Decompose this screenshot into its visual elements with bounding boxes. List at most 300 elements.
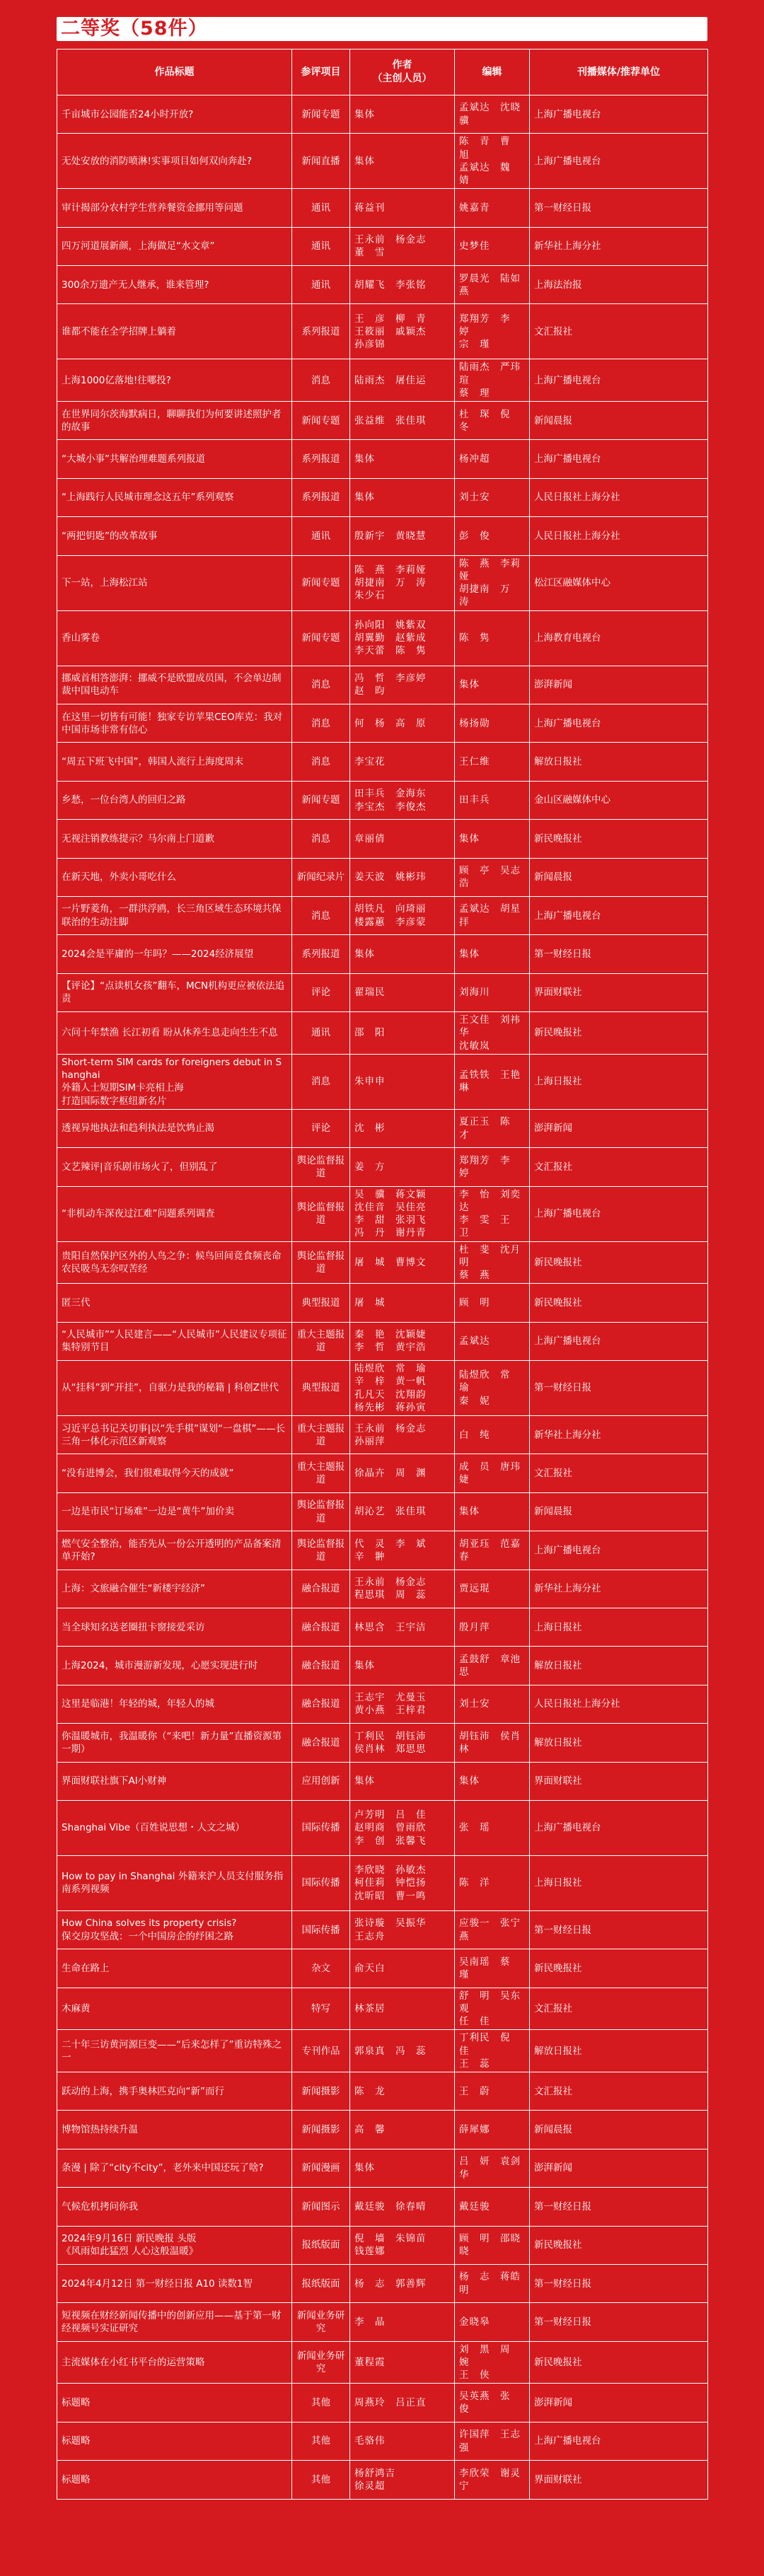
work-title-cell: Short-term SIM cards for foreigners debut in Shanghai 外籍人士短期SIM卡亮相上海 打造国际数字枢纽新名片	[57, 1054, 292, 1109]
editor-cell: 王文佳 刘祎华 沈敏岚	[455, 1012, 530, 1055]
media-cell: 新民晚报社	[530, 1949, 708, 1988]
author-cell: 王永前 杨金志 孙丽萍	[350, 1416, 455, 1454]
category-cell: 消息	[292, 897, 350, 935]
table-row	[57, 2111, 708, 2149]
media-cell: 第一财经日报	[530, 1910, 708, 1949]
author-cell: 沈 彬	[350, 1109, 455, 1147]
work-title-cell: 习近平总书记关切事|以“先手棋”谋划“一盘棋”——长三角一体化示范区新观察	[57, 1416, 292, 1454]
author-cell: 陈 龙	[350, 2072, 455, 2111]
work-title-cell: 无视注销教练提示？马尔南上门道歉	[57, 820, 292, 858]
media-cell: 界面财联社	[530, 973, 708, 1011]
table-row	[57, 1685, 708, 1723]
work-title-cell: 短视频在财经新闻传播中的创新应用——基于第一财经视频号实证研究	[57, 2303, 292, 2341]
media-cell: 新闻晨报	[530, 402, 708, 440]
table-row	[57, 781, 708, 819]
author-cell: 杨 志 郭善辉	[350, 2265, 455, 2303]
editor-cell: 集体	[455, 935, 530, 973]
editor-cell: 丁利民 倪 佳 王 蕊	[455, 2030, 530, 2072]
editor-cell: 杜 斐 沈月明 蔡 燕	[455, 1241, 530, 1284]
category-cell: 通讯	[292, 1012, 350, 1055]
author-cell: 胡沁艺 张佳琪	[350, 1492, 455, 1531]
table-row	[57, 1012, 708, 1055]
table-row	[57, 359, 708, 402]
media-cell: 新民晚报社	[530, 1241, 708, 1284]
work-title-cell: 挪威首相答澎湃：挪威不是欧盟成员国，不会单边制裁中国电动车	[57, 666, 292, 704]
work-title-cell: “非机动车深夜过江难”问题系列调查	[57, 1186, 292, 1241]
work-title-cell: How China solves its property crisis? 保交房攻坚战：一个中国房企的纾困之路	[57, 1910, 292, 1949]
media-cell: 第一财经日报	[530, 1361, 708, 1416]
category-cell: 新闻专题	[292, 95, 350, 134]
author-cell: 孙向阳 姚紫双 胡翼勤 赵紫成 李天蕾 陈 隽	[350, 610, 455, 666]
editor-cell: 刘海川	[455, 973, 530, 1011]
table-row	[57, 478, 708, 516]
work-title-cell: 生命在路上	[57, 1949, 292, 1988]
table-row	[57, 1148, 708, 1186]
table-row	[57, 858, 708, 896]
editor-cell: 集体	[455, 1762, 530, 1800]
work-title-cell: 界面财联社旗下AI小财神	[57, 1762, 292, 1800]
table-row	[57, 1322, 708, 1360]
author-cell: 董程霞	[350, 2341, 455, 2384]
work-title-cell: 300余万遗产无人继承，谁来管理?	[57, 266, 292, 304]
table-row	[57, 134, 708, 189]
author-cell: 王志宇 尤曼玉 黄小燕 王梓君	[350, 1685, 455, 1723]
media-cell: 第一财经日报	[530, 935, 708, 973]
work-title-cell: 2024年9月16日 新民晚报 头版 《风雨如此猛烈 人心这般温暖》	[57, 2226, 292, 2264]
author-cell: 林茶居	[350, 1988, 455, 2030]
category-cell: 杂文	[292, 1949, 350, 1988]
media-cell: 上海教育电视台	[530, 610, 708, 666]
media-cell: 上海广播电视台	[530, 1800, 708, 1855]
author-cell: 集体	[350, 440, 455, 478]
work-title-cell: “周五下班飞中国”，韩国人流行上海度周末	[57, 743, 292, 781]
table-row	[57, 1855, 708, 1910]
table-row	[57, 1361, 708, 1416]
media-cell: 第一财经日报	[530, 189, 708, 227]
table-row	[57, 2226, 708, 2264]
author-cell: 王永前 杨金志 董 雪	[350, 227, 455, 265]
author-cell: 毛骆伟	[350, 2422, 455, 2460]
author-cell: 胡耀飞 李张铭	[350, 266, 455, 304]
work-title-cell: 匿三代	[57, 1284, 292, 1322]
section-title: 二等奖（58件）	[61, 18, 208, 40]
category-cell: 消息	[292, 704, 350, 743]
author-cell: 倪 墙 朱锦苗 钱莲娜	[350, 2226, 455, 2264]
work-title-cell: “大城小事”共解治理难题系列报道	[57, 440, 292, 478]
editor-cell: 孟斌达 胡星拝	[455, 897, 530, 935]
table-row	[57, 1054, 708, 1109]
media-cell: 新闻晨报	[530, 1492, 708, 1531]
category-cell: 特写	[292, 1988, 350, 2030]
table-row	[57, 1416, 708, 1454]
table-row	[57, 1949, 708, 1988]
editor-cell: 郑翔芳 李 婷 宗 瑾	[455, 304, 530, 359]
author-cell: 陆雨杰 屠佳运	[350, 359, 455, 402]
work-title-cell: 标题略	[57, 2384, 292, 2422]
media-cell: 上海广播电视台	[530, 1322, 708, 1360]
author-cell: 殷新宇 黄晓慧	[350, 517, 455, 555]
editor-cell: 顾 明 邵晓晓	[455, 2226, 530, 2264]
work-title-cell: 上海1000亿落地!往哪投?	[57, 359, 292, 402]
work-title-cell: “没有进博会，我们很难取得今天的成就”	[57, 1454, 292, 1492]
table-row	[57, 2384, 708, 2422]
table-row	[57, 517, 708, 555]
author-cell: 卢芳明 吕 佳 赵明商 曾雨欣 李 创 张馨飞	[350, 1800, 455, 1855]
table-row	[57, 189, 708, 227]
editor-cell: 孟鼓舒 章池思	[455, 1647, 530, 1685]
work-title-cell: How to pay in Shanghai 外籍来沪人员支付服务指南系列视频	[57, 1855, 292, 1910]
author-cell: 林思含 王宇洁	[350, 1608, 455, 1647]
category-cell: 新闻专题	[292, 781, 350, 819]
media-cell: 上海广播电视台	[530, 1186, 708, 1241]
work-title-cell: 这里是临港！年轻的城，年轻人的城	[57, 1685, 292, 1723]
editor-cell: 王仁维	[455, 743, 530, 781]
editor-cell: 许国萍 王志强	[455, 2422, 530, 2460]
media-cell: 上海广播电视台	[530, 95, 708, 134]
table-row	[57, 1724, 708, 1762]
category-cell: 融合报道	[292, 1608, 350, 1647]
media-cell: 上海日报社	[530, 1054, 708, 1109]
author-cell: 冯 哲 李彦婷 赵 昀	[350, 666, 455, 704]
editor-cell: 集体	[455, 820, 530, 858]
work-title-cell: 六问十年禁渔 长江初看 盼从休养生息走向生生不息	[57, 1012, 292, 1055]
work-title-cell: 博物馆热持续升温	[57, 2111, 292, 2149]
editor-cell: 陈 洋	[455, 1855, 530, 1910]
author-cell: 胡铁凡 向琦丽 楼露蕙 李彦蒙	[350, 897, 455, 935]
editor-cell: 郑翔芳 李 婷	[455, 1148, 530, 1186]
header-author: 作者 （主创人员）	[350, 50, 455, 95]
work-title-cell: 上海：文旅融合催生“新楼宇经济”	[57, 1570, 292, 1608]
editor-cell: 杨扬勋	[455, 704, 530, 743]
media-cell: 新闻晨报	[530, 2111, 708, 2149]
author-cell: 周燕玲 吕正直	[350, 2384, 455, 2422]
work-title-cell: 二十年三访黄河源巨变——“后来怎样了”重访特殊之一	[57, 2030, 292, 2072]
author-cell: 王 彦 柳 青 王筱丽 戚颖杰 孙彦锦	[350, 304, 455, 359]
author-cell: 姜天波 姚彬玮	[350, 858, 455, 896]
media-cell: 新华社上海分社	[530, 1570, 708, 1608]
author-cell: 屠 城	[350, 1284, 455, 1322]
category-cell: 其他	[292, 2422, 350, 2460]
work-title-cell: 文艺辣评|音乐剧市场火了，但别乱了	[57, 1148, 292, 1186]
editor-cell: 孟铁铁 王艳琳	[455, 1054, 530, 1109]
editor-cell: 姚嘉青	[455, 189, 530, 227]
section-title-bar	[57, 17, 707, 41]
table-row	[57, 2030, 708, 2072]
editor-cell: 戴廷骏	[455, 2188, 530, 2226]
table-row	[57, 266, 708, 304]
author-cell: 集体	[350, 95, 455, 134]
category-cell: 新闻纪录片	[292, 858, 350, 896]
category-cell: 新闻漫画	[292, 2149, 350, 2187]
author-cell: 翟瑞民	[350, 973, 455, 1011]
author-cell: 集体	[350, 478, 455, 516]
work-title-cell: “上海践行人民城市理念这五年”系列观察	[57, 478, 292, 516]
media-cell: 文汇报社	[530, 1148, 708, 1186]
author-cell: 李欣晓 孙敏杰 柯佳莉 钟恺扬 沈昕昭 曹一鸣	[350, 1855, 455, 1910]
table-row	[57, 1800, 708, 1855]
media-cell: 上海法治报	[530, 266, 708, 304]
editor-cell: 陈 青 曹 旭 孟斌达 魏 婧	[455, 134, 530, 189]
editor-cell: 夏正玉 陈 才	[455, 1109, 530, 1147]
work-title-cell: 你温暖城市，我温暖你（“来吧！新力量”直播资源第一期）	[57, 1724, 292, 1762]
author-cell: 王永前 杨金志 程思琪 周 蕊	[350, 1570, 455, 1608]
category-cell: 新闻摄影	[292, 2072, 350, 2111]
work-title-cell: 2024会是平庸的一年吗？——2024经济展望	[57, 935, 292, 973]
table-row	[57, 2461, 708, 2499]
editor-cell: 刘士安	[455, 478, 530, 516]
media-cell: 新民晚报社	[530, 2226, 708, 2264]
table-row	[57, 1241, 708, 1284]
category-cell: 专刊作品	[292, 2030, 350, 2072]
editor-cell: 刘 黑 周 婉 王 侠	[455, 2341, 530, 2384]
table-row	[57, 2188, 708, 2226]
media-cell: 界面财联社	[530, 1762, 708, 1800]
category-cell: 舆论监督报道	[292, 1492, 350, 1531]
category-cell: 舆论监督报道	[292, 1186, 350, 1241]
header-title: 作品标题	[57, 50, 292, 95]
work-title-cell: 无处安放的消防喷淋!实事项目如何双向奔赴?	[57, 134, 292, 189]
work-title-cell: 【评论】“点读机女孩”翻车，MCN机构更应被依法追责	[57, 973, 292, 1011]
category-cell: 报纸版面	[292, 2265, 350, 2303]
author-cell: 代 灵 李 斌 辛 翀	[350, 1531, 455, 1570]
author-cell: 屠 城 曹博文	[350, 1241, 455, 1284]
editor-cell: 李欣荣 谢灵宁	[455, 2461, 530, 2499]
category-cell: 舆论监督报道	[292, 1241, 350, 1284]
media-cell: 文汇报社	[530, 1988, 708, 2030]
author-cell: 集体	[350, 134, 455, 189]
category-cell: 评论	[292, 973, 350, 1011]
work-title-cell: 在新天地，外卖小哥吃什么	[57, 858, 292, 896]
media-cell: 新民晚报社	[530, 2341, 708, 2384]
table-row	[57, 2149, 708, 2187]
author-cell: 何 杨 高 原	[350, 704, 455, 743]
editor-cell: 集体	[455, 1492, 530, 1531]
author-cell: 陆煜欣 常 瑜 辛 梓 黄一帆 孔凡天 沈翔韵 杨先彬 蒋孙寅	[350, 1361, 455, 1416]
author-cell: 集体	[350, 935, 455, 973]
category-cell: 报纸版面	[292, 2226, 350, 2264]
category-cell: 融合报道	[292, 1570, 350, 1608]
header-editor: 编辑	[455, 50, 530, 95]
editor-cell: 白 纯	[455, 1416, 530, 1454]
media-cell: 澎湃新闻	[530, 666, 708, 704]
media-cell: 新华社上海分社	[530, 227, 708, 265]
author-cell: 朱申申	[350, 1054, 455, 1109]
work-title-cell: 当全球知名送老圈扭卡窗接爱采访	[57, 1608, 292, 1647]
table-row	[57, 2072, 708, 2111]
media-cell: 新民晚报社	[530, 1012, 708, 1055]
work-title-cell: “人民城市”“人民建言——“人民城市”人民建议专项征集特别节目	[57, 1322, 292, 1360]
work-title-cell: 气候危机拷问你我	[57, 2188, 292, 2226]
category-cell: 新闻专题	[292, 555, 350, 610]
category-cell: 应用创新	[292, 1762, 350, 1800]
table-row	[57, 1647, 708, 1685]
category-cell: 系列报道	[292, 478, 350, 516]
category-cell: 国际传播	[292, 1800, 350, 1855]
author-cell: 丁利民 胡钰沛 侯肖林 郑思思	[350, 1724, 455, 1762]
category-cell: 舆论监督报道	[292, 1148, 350, 1186]
category-cell: 典型报道	[292, 1284, 350, 1322]
media-cell: 上海广播电视台	[530, 134, 708, 189]
category-cell: 重大主题报道	[292, 1454, 350, 1492]
table-row	[57, 95, 708, 134]
media-cell: 文汇报社	[530, 2072, 708, 2111]
media-cell: 澎湃新闻	[530, 2149, 708, 2187]
author-cell: 高 馨	[350, 2111, 455, 2149]
table-row	[57, 743, 708, 781]
media-cell: 金山区融媒体中心	[530, 781, 708, 819]
editor-cell: 刘士安	[455, 1685, 530, 1723]
category-cell: 通讯	[292, 517, 350, 555]
editor-cell: 胡亚珏 范嘉春	[455, 1531, 530, 1570]
author-cell: 李宝花	[350, 743, 455, 781]
table-row	[57, 704, 708, 743]
editor-cell: 顾 亭 吴志浩	[455, 858, 530, 896]
author-cell: 吴 骥 蒋文颖 沈佳音 吴佳亮 李 甜 张羽飞 冯 丹 谢丹青	[350, 1186, 455, 1241]
work-title-cell: 上海2024，城市漫游新发现，心愿实现进行时	[57, 1647, 292, 1685]
category-cell: 融合报道	[292, 1647, 350, 1685]
editor-cell: 殷月萍	[455, 1608, 530, 1647]
author-cell: 集体	[350, 1647, 455, 1685]
table-row	[57, 1531, 708, 1570]
editor-cell: 应骏一 张宁燕	[455, 1910, 530, 1949]
work-title-cell: “两把钥匙”的改革故事	[57, 517, 292, 555]
table-row	[57, 2303, 708, 2341]
work-title-cell: 木麻黄	[57, 1988, 292, 2030]
category-cell: 通讯	[292, 227, 350, 265]
media-cell: 上海广播电视台	[530, 2422, 708, 2460]
table-row	[57, 402, 708, 440]
category-cell: 通讯	[292, 189, 350, 227]
table-row	[57, 2265, 708, 2303]
author-cell: 姜 方	[350, 1148, 455, 1186]
category-cell: 新闻直播	[292, 134, 350, 189]
author-cell: 集体	[350, 2149, 455, 2187]
editor-cell: 顾 明	[455, 1284, 530, 1322]
category-cell: 系列报道	[292, 935, 350, 973]
table-row	[57, 1492, 708, 1531]
work-title-cell: 乡愁，一位台湾人的回归之路	[57, 781, 292, 819]
editor-cell: 吕 妍 袁剑华	[455, 2149, 530, 2187]
table-row	[57, 1988, 708, 2030]
table-row	[57, 1186, 708, 1241]
author-cell: 集体	[350, 1762, 455, 1800]
table-row	[57, 304, 708, 359]
category-cell: 国际传播	[292, 1855, 350, 1910]
category-cell: 消息	[292, 1054, 350, 1109]
media-cell: 第一财经日报	[530, 2303, 708, 2341]
media-cell: 第一财经日报	[530, 2265, 708, 2303]
work-title-cell: 从“挂科”到“开挂”，自驱力是我的秘籍 | 科创Z世代	[57, 1361, 292, 1416]
table-row	[57, 610, 708, 666]
editor-cell: 吴英燕 张 俊	[455, 2384, 530, 2422]
category-cell: 舆论监督报道	[292, 1531, 350, 1570]
author-cell: 张益维 张佳琪	[350, 402, 455, 440]
work-title-cell: 一边是市民“订场难”一边是“黄牛”加价卖	[57, 1492, 292, 1531]
work-title-cell: 标题略	[57, 2461, 292, 2499]
editor-cell: 集体	[455, 666, 530, 704]
category-cell: 系列报道	[292, 304, 350, 359]
category-cell: 消息	[292, 359, 350, 402]
media-cell: 第一财经日报	[530, 2188, 708, 2226]
work-title-cell: 在世界同尔茨海默病日，聊聊我们为何要讲述照护者的故事	[57, 402, 292, 440]
category-cell: 新闻业务研究	[292, 2341, 350, 2384]
editor-cell: 史梦佳	[455, 227, 530, 265]
media-cell: 新华社上海分社	[530, 1416, 708, 1454]
table-row	[57, 820, 708, 858]
category-cell: 其他	[292, 2461, 350, 2499]
media-cell: 文汇报社	[530, 304, 708, 359]
work-title-cell: 四万河道展新颜，上海做足“水文章”	[57, 227, 292, 265]
media-cell: 上海广播电视台	[530, 440, 708, 478]
media-cell: 松江区融媒体中心	[530, 555, 708, 610]
table-row	[57, 1608, 708, 1647]
table-row	[57, 440, 708, 478]
media-cell: 澎湃新闻	[530, 2384, 708, 2422]
award-table	[57, 49, 708, 2500]
media-cell: 解放日报社	[530, 2030, 708, 2072]
category-cell: 新闻专题	[292, 610, 350, 666]
category-cell: 新闻摄影	[292, 2111, 350, 2149]
work-title-cell: 跃动的上海，携手奥林匹克向“新”而行	[57, 2072, 292, 2111]
work-title-cell: 2024年4月12日 第一财经日报 A10 读数1智	[57, 2265, 292, 2303]
author-cell: 张诗璇 吴振华 王志舟	[350, 1910, 455, 1949]
editor-cell: 杨冲超	[455, 440, 530, 478]
author-cell: 田丰兵 金海东 李宝杰 李俊杰	[350, 781, 455, 819]
category-cell: 国际传播	[292, 1910, 350, 1949]
media-cell: 解放日报社	[530, 1647, 708, 1685]
table-row	[57, 2422, 708, 2460]
work-title-cell: 标题略	[57, 2422, 292, 2460]
editor-cell: 王 蔚	[455, 2072, 530, 2111]
work-title-cell: 条漫 | 除了“city不city”，老外来中国还玩了啥?	[57, 2149, 292, 2187]
category-cell: 消息	[292, 820, 350, 858]
category-cell: 消息	[292, 666, 350, 704]
category-cell: 其他	[292, 2384, 350, 2422]
media-cell: 新闻晨报	[530, 858, 708, 896]
media-cell: 解放日报社	[530, 1724, 708, 1762]
media-cell: 人民日报社上海分社	[530, 478, 708, 516]
editor-cell: 吴南瑶 蔡 瑾	[455, 1949, 530, 1988]
work-title-cell: Shanghai Vibe（百姓说思想・人文之城）	[57, 1800, 292, 1855]
media-cell: 上海广播电视台	[530, 359, 708, 402]
work-title-cell: 透视异地执法和趋利执法是饮鸩止渴	[57, 1109, 292, 1147]
editor-cell: 李 怡 刘奕达 李 雯 王 卫	[455, 1186, 530, 1241]
editor-cell: 舒 明 吴东观 任 佳	[455, 1988, 530, 2030]
media-cell: 上海广播电视台	[530, 704, 708, 743]
editor-cell: 罗晨光 陆如燕	[455, 266, 530, 304]
editor-cell: 孟斌达	[455, 1322, 530, 1360]
table-row	[57, 1762, 708, 1800]
media-cell: 上海广播电视台	[530, 1531, 708, 1570]
work-title-cell: 主流媒体在小红书平台的运营策略	[57, 2341, 292, 2384]
media-cell: 新民晚报社	[530, 820, 708, 858]
media-cell: 上海日报社	[530, 1855, 708, 1910]
category-cell: 新闻图示	[292, 2188, 350, 2226]
media-cell: 上海日报社	[530, 1608, 708, 1647]
editor-cell: 胡钰沛 侯肖林	[455, 1724, 530, 1762]
category-cell: 重大主题报道	[292, 1322, 350, 1360]
author-cell: 邵 阳	[350, 1012, 455, 1055]
media-cell: 人民日报社上海分社	[530, 1685, 708, 1723]
header-media: 刊播媒体/推荐单位	[530, 50, 708, 95]
work-title-cell: 在这里一切皆有可能！独家专访苹果CEO库克：我对中国市场非常有信心	[57, 704, 292, 743]
work-title-cell: 下一站，上海松江站	[57, 555, 292, 610]
category-cell: 融合报道	[292, 1685, 350, 1723]
table-row	[57, 935, 708, 973]
table-row	[57, 227, 708, 265]
category-cell: 重大主题报道	[292, 1416, 350, 1454]
author-cell: 章丽倩	[350, 820, 455, 858]
